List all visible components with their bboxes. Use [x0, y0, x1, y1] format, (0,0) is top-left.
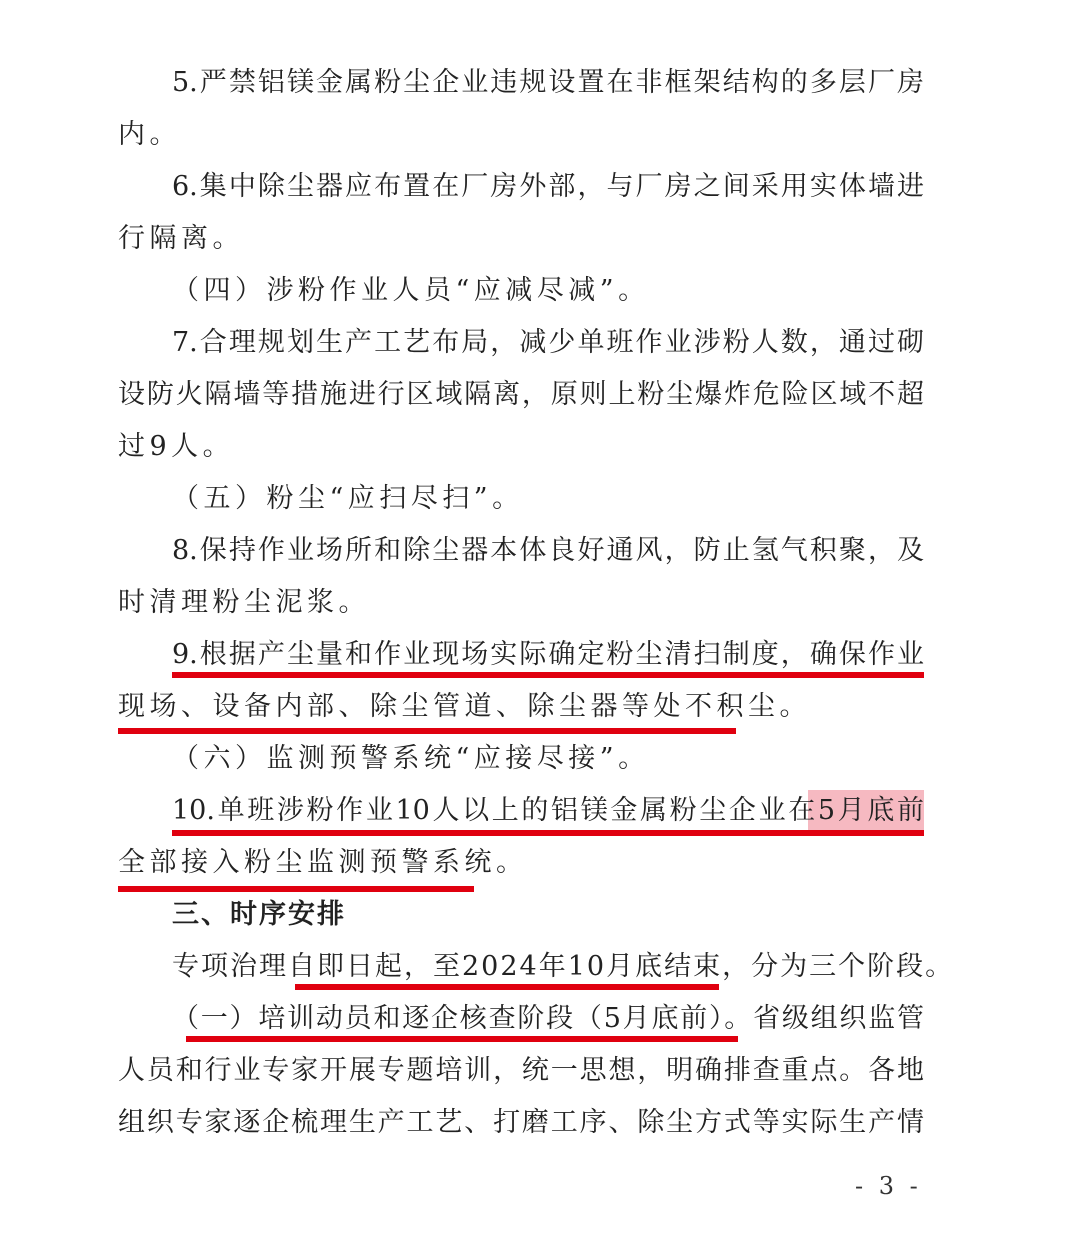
paragraph-line: 现场、设备内部、除尘管道、除尘器等处不积尘。 [118, 691, 811, 722]
paragraph-line: 7.合理规划生产工艺布局，减少单班作业涉粉人数，通过砌 [172, 327, 924, 358]
paragraph-line: 专项治理自即日起，至2024年10月底结束，分为三个阶段。 [172, 951, 955, 982]
section-heading: （五）粉尘“应扫尽扫”。 [172, 483, 524, 514]
chapter-heading: 三、时序安排 [172, 899, 346, 930]
red-underline [172, 672, 924, 678]
paragraph-line: 组织专家逐企梳理生产工艺、打磨工序、除尘方式等实际生产情 [118, 1107, 924, 1138]
paragraph-line: 全部接入粉尘监测预警系统。 [118, 847, 528, 878]
paragraph-line: 8.保持作业场所和除尘器本体良好通风，防止氢气积聚，及 [172, 535, 924, 566]
red-underline [118, 728, 736, 734]
red-underline [172, 830, 924, 836]
paragraph-line: 过9人。 [118, 431, 235, 462]
red-underline [186, 1036, 738, 1042]
paragraph-line: 设防火隔墙等措施进行区域隔离，原则上粉尘爆炸危险区域不超 [118, 379, 924, 410]
paragraph-line: 6.集中除尘器应布置在厂房外部，与厂房之间采用实体墙进 [172, 171, 924, 202]
red-underline [295, 984, 719, 990]
section-heading: （四）涉粉作业人员“应减尽减”。 [172, 275, 650, 306]
paragraph-line: 9.根据产尘量和作业现场实际确定粉尘清扫制度，确保作业 [172, 639, 924, 670]
paragraph-line: 内。 [118, 119, 181, 150]
paragraph-line: 10.单班涉粉作业10人以上的铝镁金属粉尘企业在5月底前 [172, 795, 924, 826]
paragraph-line: 人员和行业专家开展专题培训，统一思想，明确排查重点。各地 [118, 1055, 924, 1086]
paragraph-line: （一）培训动员和逐企核查阶段（5月底前）。省级组织监管 [172, 1003, 924, 1034]
section-heading: （六）监测预警系统“应接尽接”。 [172, 743, 650, 774]
paragraph-line: 5.严禁铝镁金属粉尘企业违规设置在非框架结构的多层厂房 [172, 67, 924, 98]
paragraph-line: 行隔离。 [118, 223, 244, 254]
page-number: - 3 - [855, 1172, 922, 1200]
red-underline [118, 886, 474, 892]
paragraph-line: 时清理粉尘泥浆。 [118, 587, 370, 618]
